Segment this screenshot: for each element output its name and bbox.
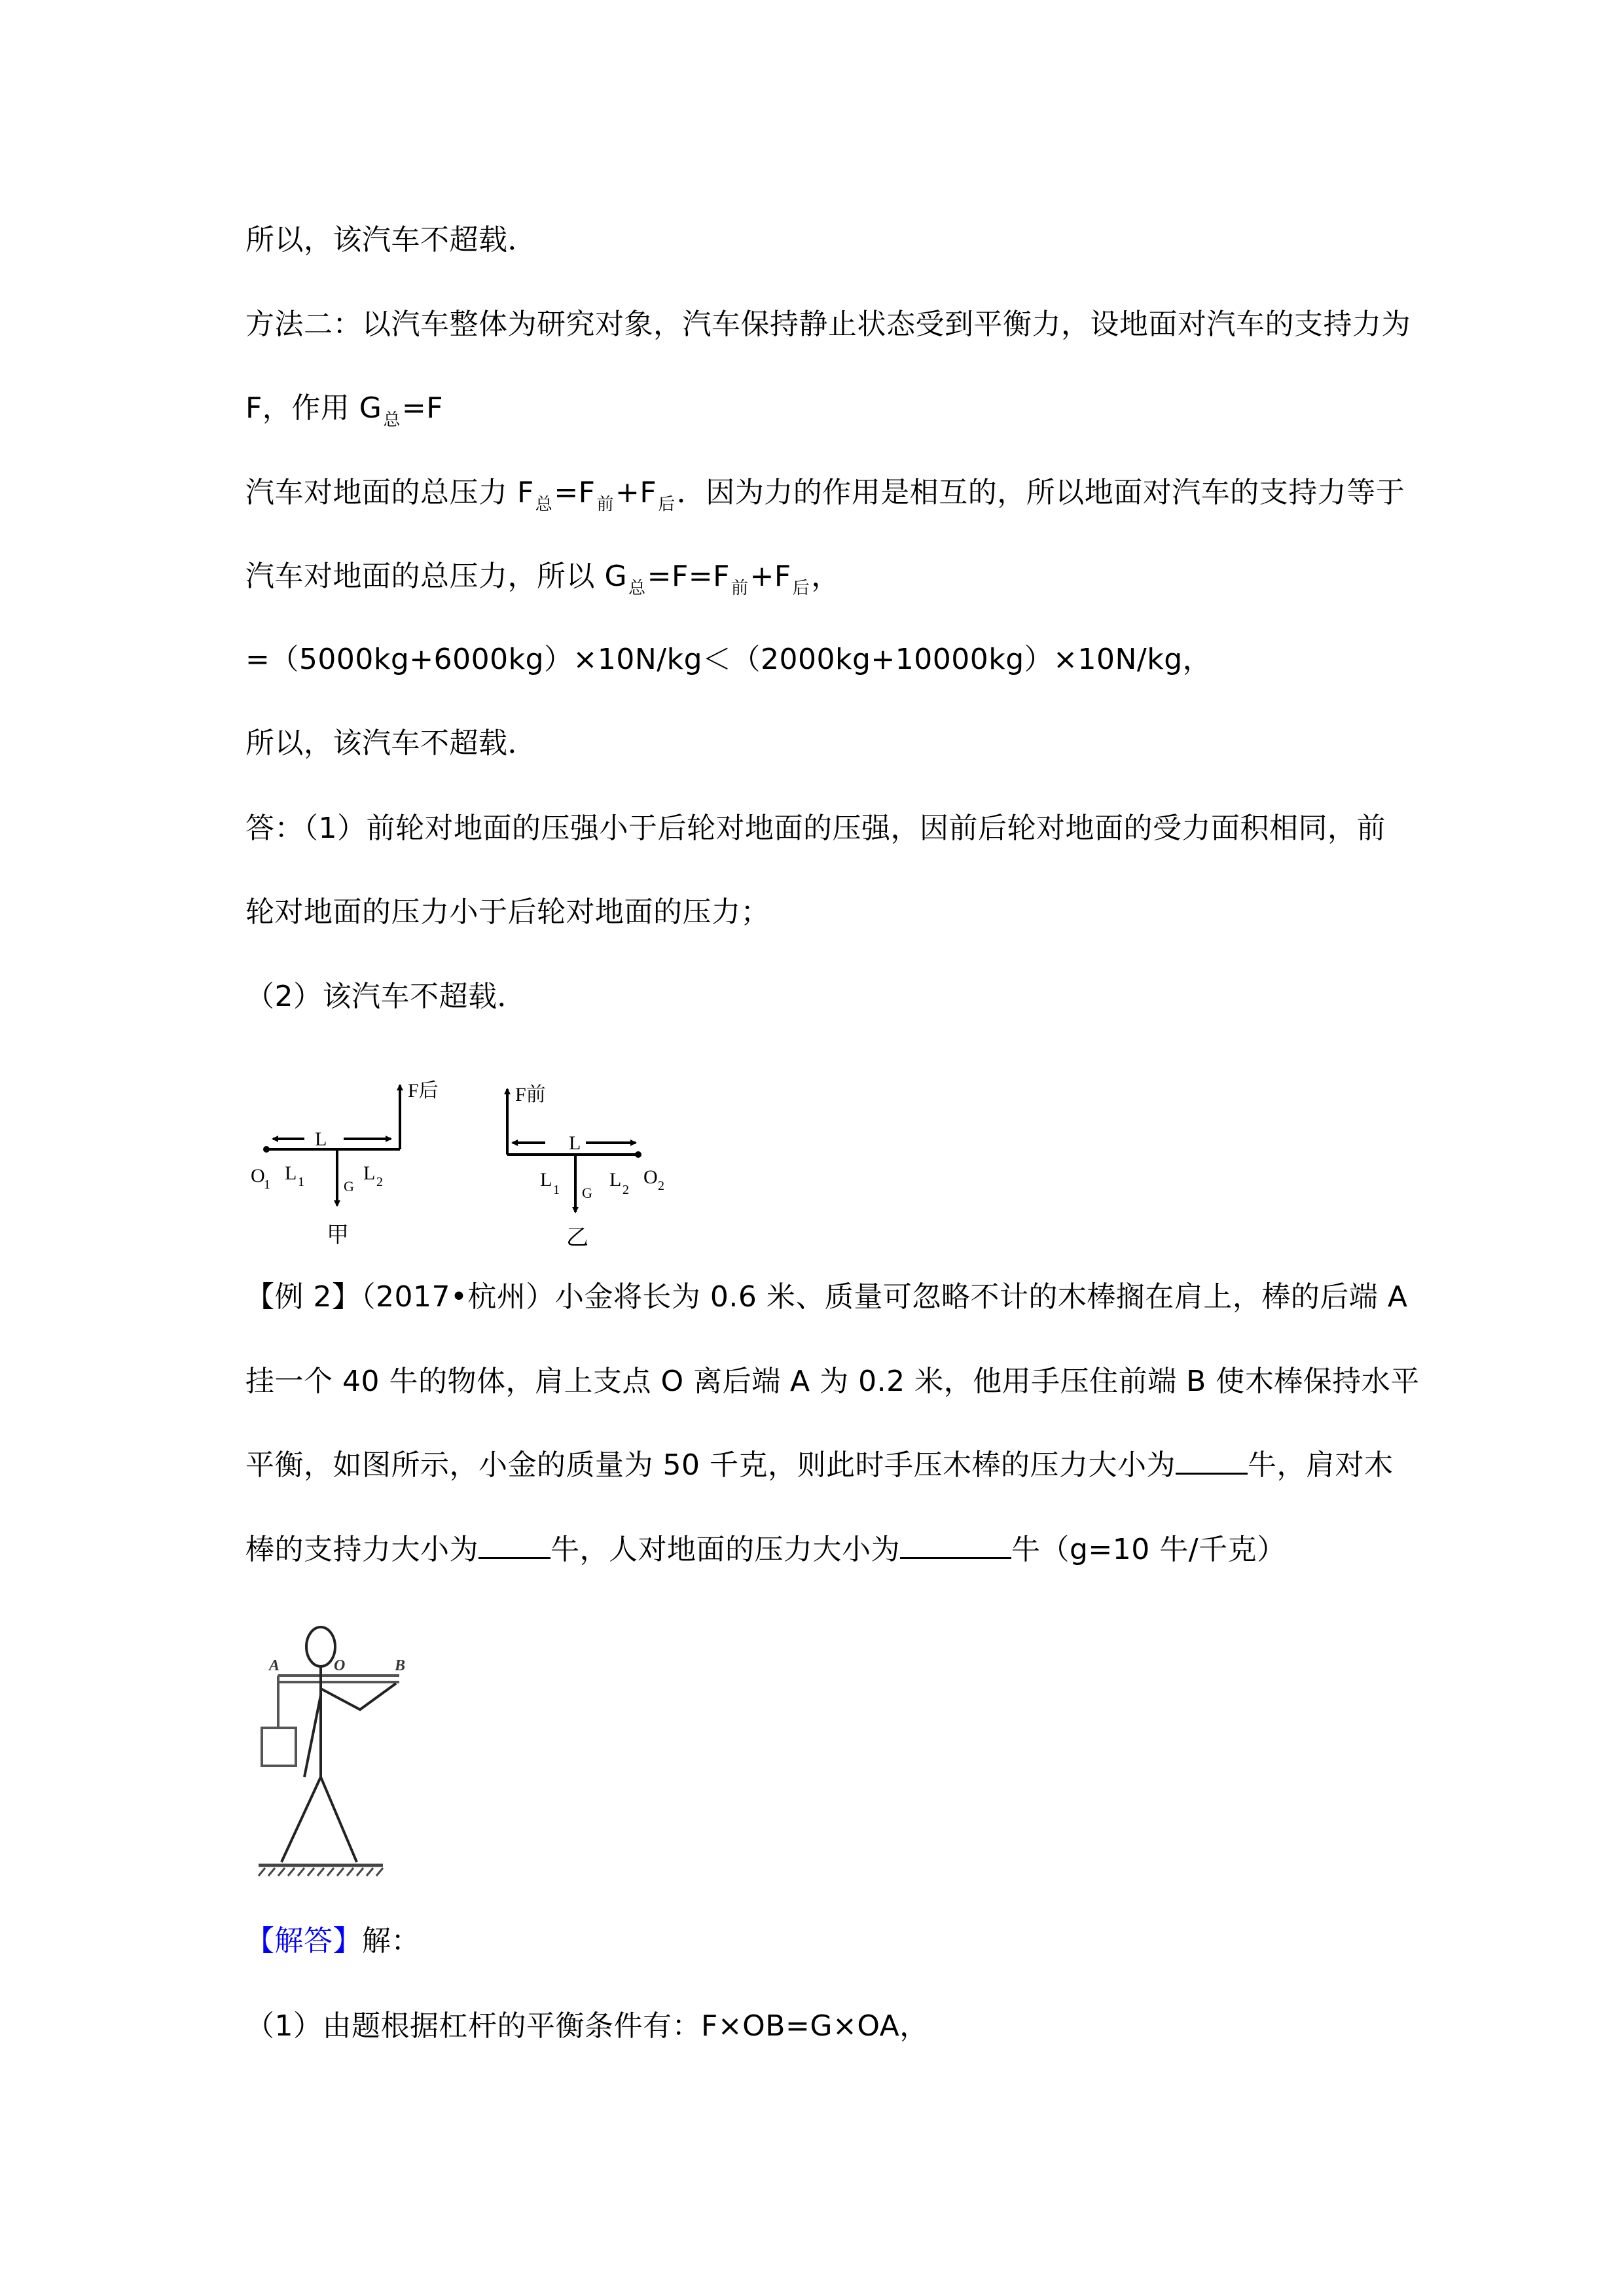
figure-right-leg	[321, 1777, 357, 1862]
text-line: （1）由题根据杠杆的平衡条件有：F×OB=G×OA，	[245, 2009, 929, 2043]
answer-blank[interactable]	[1176, 1446, 1248, 1475]
hanging-weight	[262, 1728, 296, 1766]
length-label: L	[569, 1132, 581, 1154]
text-segment: 牛，肩对木	[1247, 1448, 1394, 1482]
force-label: F后	[408, 1080, 439, 1102]
text-line: 【例 2】（2017•杭州）小金将长为 0.6 米、质量可忽略不计的木棒搁在肩上，棒的后端 A	[245, 1280, 1408, 1314]
text-segment: =F	[554, 476, 596, 509]
text-line	[245, 473, 1405, 516]
diagram-jia	[251, 1080, 439, 1247]
subscript: 后	[658, 495, 676, 514]
text-segment: 牛（g=10 牛/千克）	[1011, 1533, 1286, 1566]
text-segment: 牛，人对地面的压力大小为	[550, 1533, 900, 1566]
caption-jia: 甲	[327, 1223, 349, 1247]
text-line: 轮对地面的压力小于后轮对地面的压力；	[245, 895, 770, 929]
text-line: 所以，该汽车不超载．	[245, 726, 537, 760]
pivot-dot	[635, 1151, 641, 1158]
text-segment: +F	[615, 476, 657, 509]
subscript: 前	[731, 579, 749, 598]
pivot-label: O	[643, 1166, 658, 1188]
text-line	[245, 389, 443, 432]
l2-label: L	[609, 1169, 622, 1191]
force-label: F前	[515, 1084, 546, 1105]
text-line	[245, 1922, 420, 1961]
l1-subscript: 1	[298, 1175, 304, 1189]
length-label: L	[315, 1128, 327, 1150]
subscript: 总	[383, 410, 401, 430]
text-segment: 汽车对地面的总压力，所以 G	[245, 560, 628, 593]
caption-yi: 乙	[566, 1226, 588, 1250]
text-line	[245, 1446, 1393, 1485]
text-segment: =F	[401, 391, 444, 425]
text-segment: F，作用 G	[245, 391, 382, 425]
figure-head	[306, 1627, 335, 1666]
ground-hatching	[259, 1868, 383, 1876]
stick-figure-diagram	[245, 1617, 422, 1905]
text-line	[245, 1530, 1286, 1570]
l1-label: L	[540, 1169, 552, 1191]
l1-label: L	[285, 1162, 297, 1184]
label-a: A	[269, 1657, 280, 1674]
text-segment: 棒的支持力大小为	[245, 1533, 478, 1566]
subscript: 前	[596, 495, 615, 514]
text-segment: 汽车对地面的总压力 F	[245, 476, 534, 509]
solution-label: 【解答】	[245, 1924, 362, 1958]
gravity-label: G	[344, 1178, 354, 1194]
text-segment: ．因为力的作用是相互的，所以地面对汽车的支持力等于	[676, 476, 1405, 509]
lever-diagram	[245, 1060, 677, 1257]
answer-blank[interactable]	[478, 1531, 550, 1559]
text-segment: +F	[749, 560, 791, 593]
pivot-label: O	[251, 1165, 265, 1187]
l2-subscript: 2	[376, 1175, 383, 1189]
label-b: B	[395, 1657, 406, 1674]
figure-right-arm	[321, 1683, 396, 1710]
text-line: 挂一个 40 牛的物体，肩上支点 O 离后端 A 为 0.2 米，他用手压住前端 B 使木棒保持水平	[245, 1365, 1420, 1398]
subscript: 总	[535, 495, 553, 514]
text-segment: 平衡，如图所示，小金的质量为 50 千克，则此时手压木棒的压力大小为	[245, 1448, 1176, 1482]
text-line: 答：（1）前轮对地面的压强小于后轮对地面的压强，因前后轮对地面的受力面积相同，前	[245, 812, 1386, 845]
answer-blank[interactable]	[900, 1531, 1011, 1559]
subscript: 后	[792, 579, 810, 598]
pivot-dot	[263, 1146, 270, 1153]
gravity-label: G	[582, 1185, 592, 1201]
l2-label: L	[363, 1162, 376, 1184]
diagram-yi	[507, 1084, 664, 1250]
pivot-subscript: 1	[264, 1177, 270, 1192]
text-line: 方法二：以汽车整体为研究对象，汽车保持静止状态受到平衡力，设地面对汽车的支持力为	[245, 308, 1411, 341]
text-line: 所以，该汽车不超载．	[245, 223, 537, 257]
figure-left-arm	[304, 1695, 321, 1777]
text-segment: =F=F	[647, 560, 730, 593]
text-line	[245, 557, 840, 600]
l2-subscript: 2	[623, 1183, 629, 1197]
text-line: =（5000kg+6000kg）×10N/kg＜（2000kg+10000kg）×10N/kg，	[245, 643, 1212, 676]
text-segment: ，	[811, 560, 840, 593]
subscript: 总	[628, 579, 646, 598]
text-line: （2）该汽车不超载．	[245, 980, 526, 1013]
label-o: O	[334, 1657, 346, 1674]
figure-left-leg	[281, 1777, 321, 1862]
pivot-subscript: 2	[658, 1179, 664, 1193]
text-segment: 解：	[362, 1924, 420, 1958]
l1-subscript: 1	[553, 1183, 560, 1197]
